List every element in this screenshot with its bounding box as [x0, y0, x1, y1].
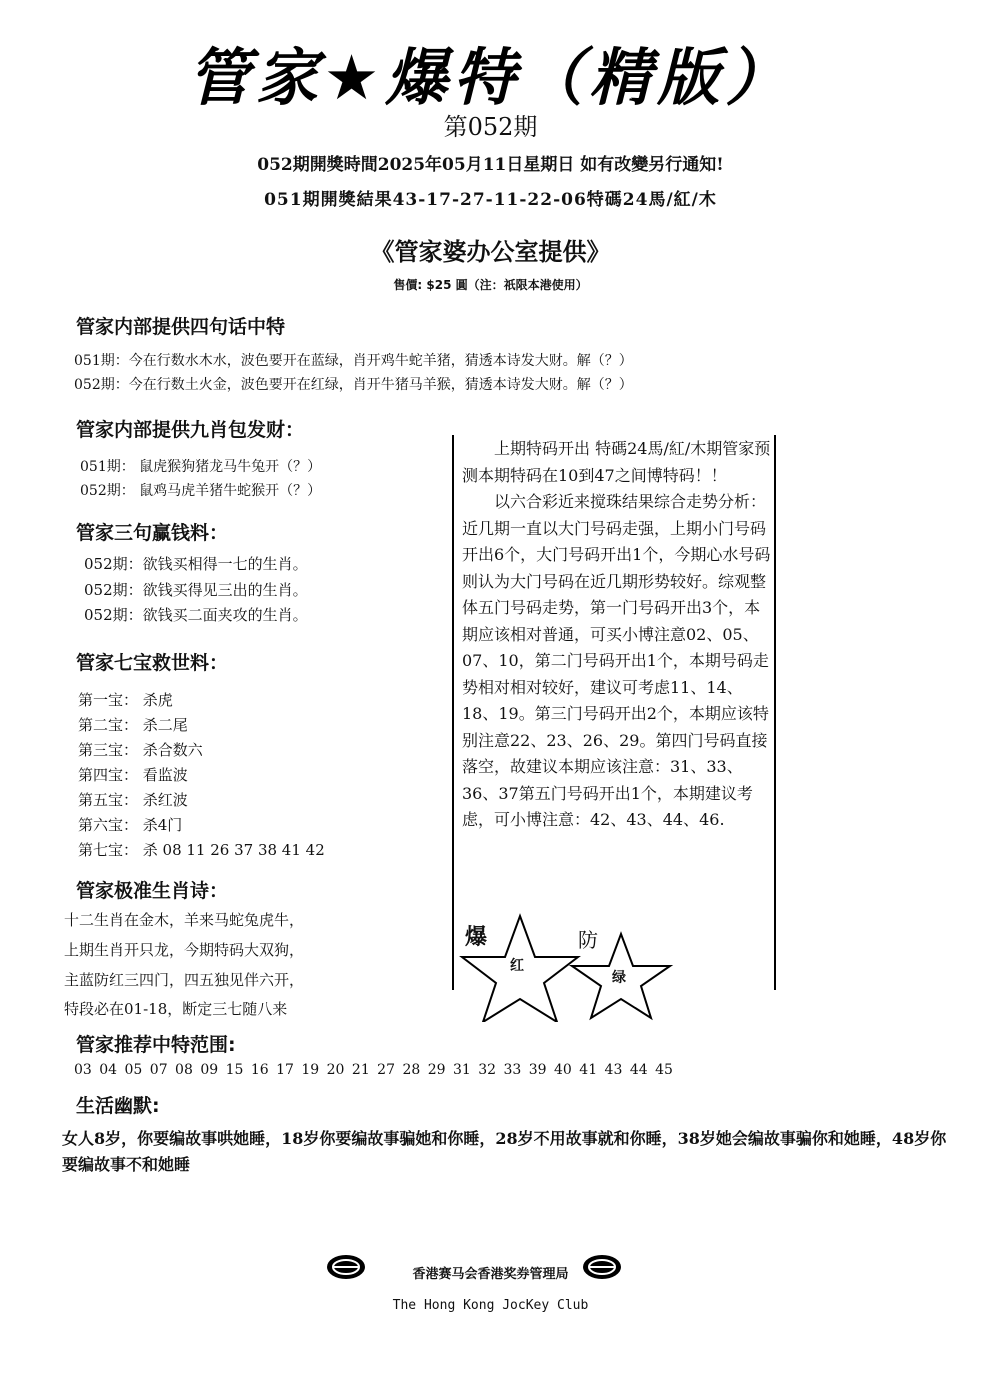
- treasure-item: 第二宝： 杀二尾: [78, 716, 188, 734]
- star-inner-green: 绿: [612, 970, 626, 986]
- nine-zodiac-item: 051期： 鼠虎猴狗猪龙马牛兔开（？）: [80, 459, 322, 475]
- poem-line: 上期生肖开只龙，今期特码大双狗，: [64, 941, 305, 959]
- four-lines-item: 051期：今在行数水木水，波色要开在蓝绿，肖开鸡牛蛇羊猪，猜透本诗发大财。解（？）: [74, 353, 633, 369]
- footer-chinese: 香港赛马会香港奖券管理局: [412, 1267, 569, 1282]
- footer-english: The Hong Kong JocKey Club: [392, 1298, 589, 1313]
- issue-number: 第052期: [443, 113, 538, 141]
- last-draw-result: 051期開獎結果43-17-27-11-22-06特碼24馬/紅/木: [264, 190, 717, 210]
- section-range-heading: 管家推荐中特范围:: [76, 1034, 236, 1056]
- provider-line: 《管家婆办公室提供》: [370, 238, 611, 266]
- section-three-sentences-heading: 管家三句赢钱料：: [76, 522, 229, 544]
- section-four-lines-heading: 管家内部提供四句话中特: [76, 316, 286, 338]
- treasure-item: 第三宝： 杀合数六: [78, 741, 203, 759]
- stars-graphic: [458, 910, 768, 1022]
- treasure-item: 第七宝： 杀 08 11 26 37 38 41 42: [78, 841, 325, 859]
- section-humor-heading: 生活幽默:: [76, 1095, 160, 1117]
- recommended-numbers: 03 04 05 07 08 09 15 16 17 19 20 21 27 28 29 31 32 33 39 40 41 43 44 45: [74, 1062, 673, 1078]
- poem-line: 十二生肖在金木，羊来马蛇兔虎牛，: [64, 911, 305, 929]
- price-note: 售價: $25 圓（注：祇限本港使用）: [393, 278, 588, 292]
- star-inner-red: 红: [510, 958, 524, 974]
- page-title: 管家★爆特（精版）: [187, 41, 794, 114]
- treasure-item: 第一宝： 杀虎: [78, 691, 173, 709]
- star-label-explode: 爆: [465, 925, 488, 950]
- humor-text: 女人8岁，你要编故事哄她睡，18岁你要编故事骗她和你睡，28岁不用故事就和你睡，38岁她会编故事骗你和她睡，48岁你要编故事不和她睡: [62, 1129, 947, 1174]
- analysis-paragraph: 以六合彩近来搅珠结果综合走势分析：近几期一直以大门号码走强，上期小门号码开出6个，大门号码开出1个，今期心水号码则认为大门号码在近几期形势较好。综观整体五门号码走势，第一门号码开出3个，本期应该相对普通，可买小博注意02、05、07、10，第二门号码开出1个，本期号码走势相对相对较好，建议可考虑11、14、18、19。第三门号码开出2个，本期应该特别注意22、23、26、29。第四门号码直接落空，故建议本期应该注意：31、33、36、37第五门号码开出1个，本期建议考虑，可小博注意：42、43、44、46.: [462, 492, 771, 829]
- section-zodiac-poem-heading: 管家极准生肖诗：: [76, 880, 229, 902]
- nine-zodiac-item: 052期： 鼠鸡马虎羊猪牛蛇猴开（？）: [80, 483, 322, 499]
- analysis-text: [462, 436, 772, 834]
- three-sentences-item: 052期：欲钱买二面夹攻的生肖。: [84, 606, 308, 624]
- treasure-item: 第六宝： 杀4门: [78, 816, 183, 834]
- four-lines-item: 052期：今在行数土火金，波色要开在红绿，肖开牛猪马羊猴，猜透本诗发大财。解（？）: [74, 377, 633, 393]
- treasure-item: 第四宝： 看监波: [78, 766, 188, 784]
- poem-line: 特段必在01-18，断定三七随八来: [64, 1000, 288, 1018]
- star-label-guard: 防: [578, 928, 598, 952]
- draw-time-notice: 052期開獎時間2025年05月11日星期日 如有改變另行通知!: [257, 155, 724, 175]
- section-seven-treasures-heading: 管家七宝救世料：: [76, 652, 229, 674]
- section-nine-zodiac-heading: 管家内部提供九肖包发财：: [76, 419, 305, 441]
- three-sentences-item: 052期：欲钱买得见三出的生肖。: [84, 581, 308, 599]
- analysis-paragraph: 上期特码开出 特碼24馬/紅/木期管家预测本期特码在10到47之间博特码！！: [462, 439, 771, 485]
- treasure-item: 第五宝： 杀红波: [78, 791, 188, 809]
- poem-line: 主蓝防红三四门，四五独见伴六开，: [64, 971, 305, 989]
- three-sentences-item: 052期：欲钱买相得一七的生肖。: [84, 555, 308, 573]
